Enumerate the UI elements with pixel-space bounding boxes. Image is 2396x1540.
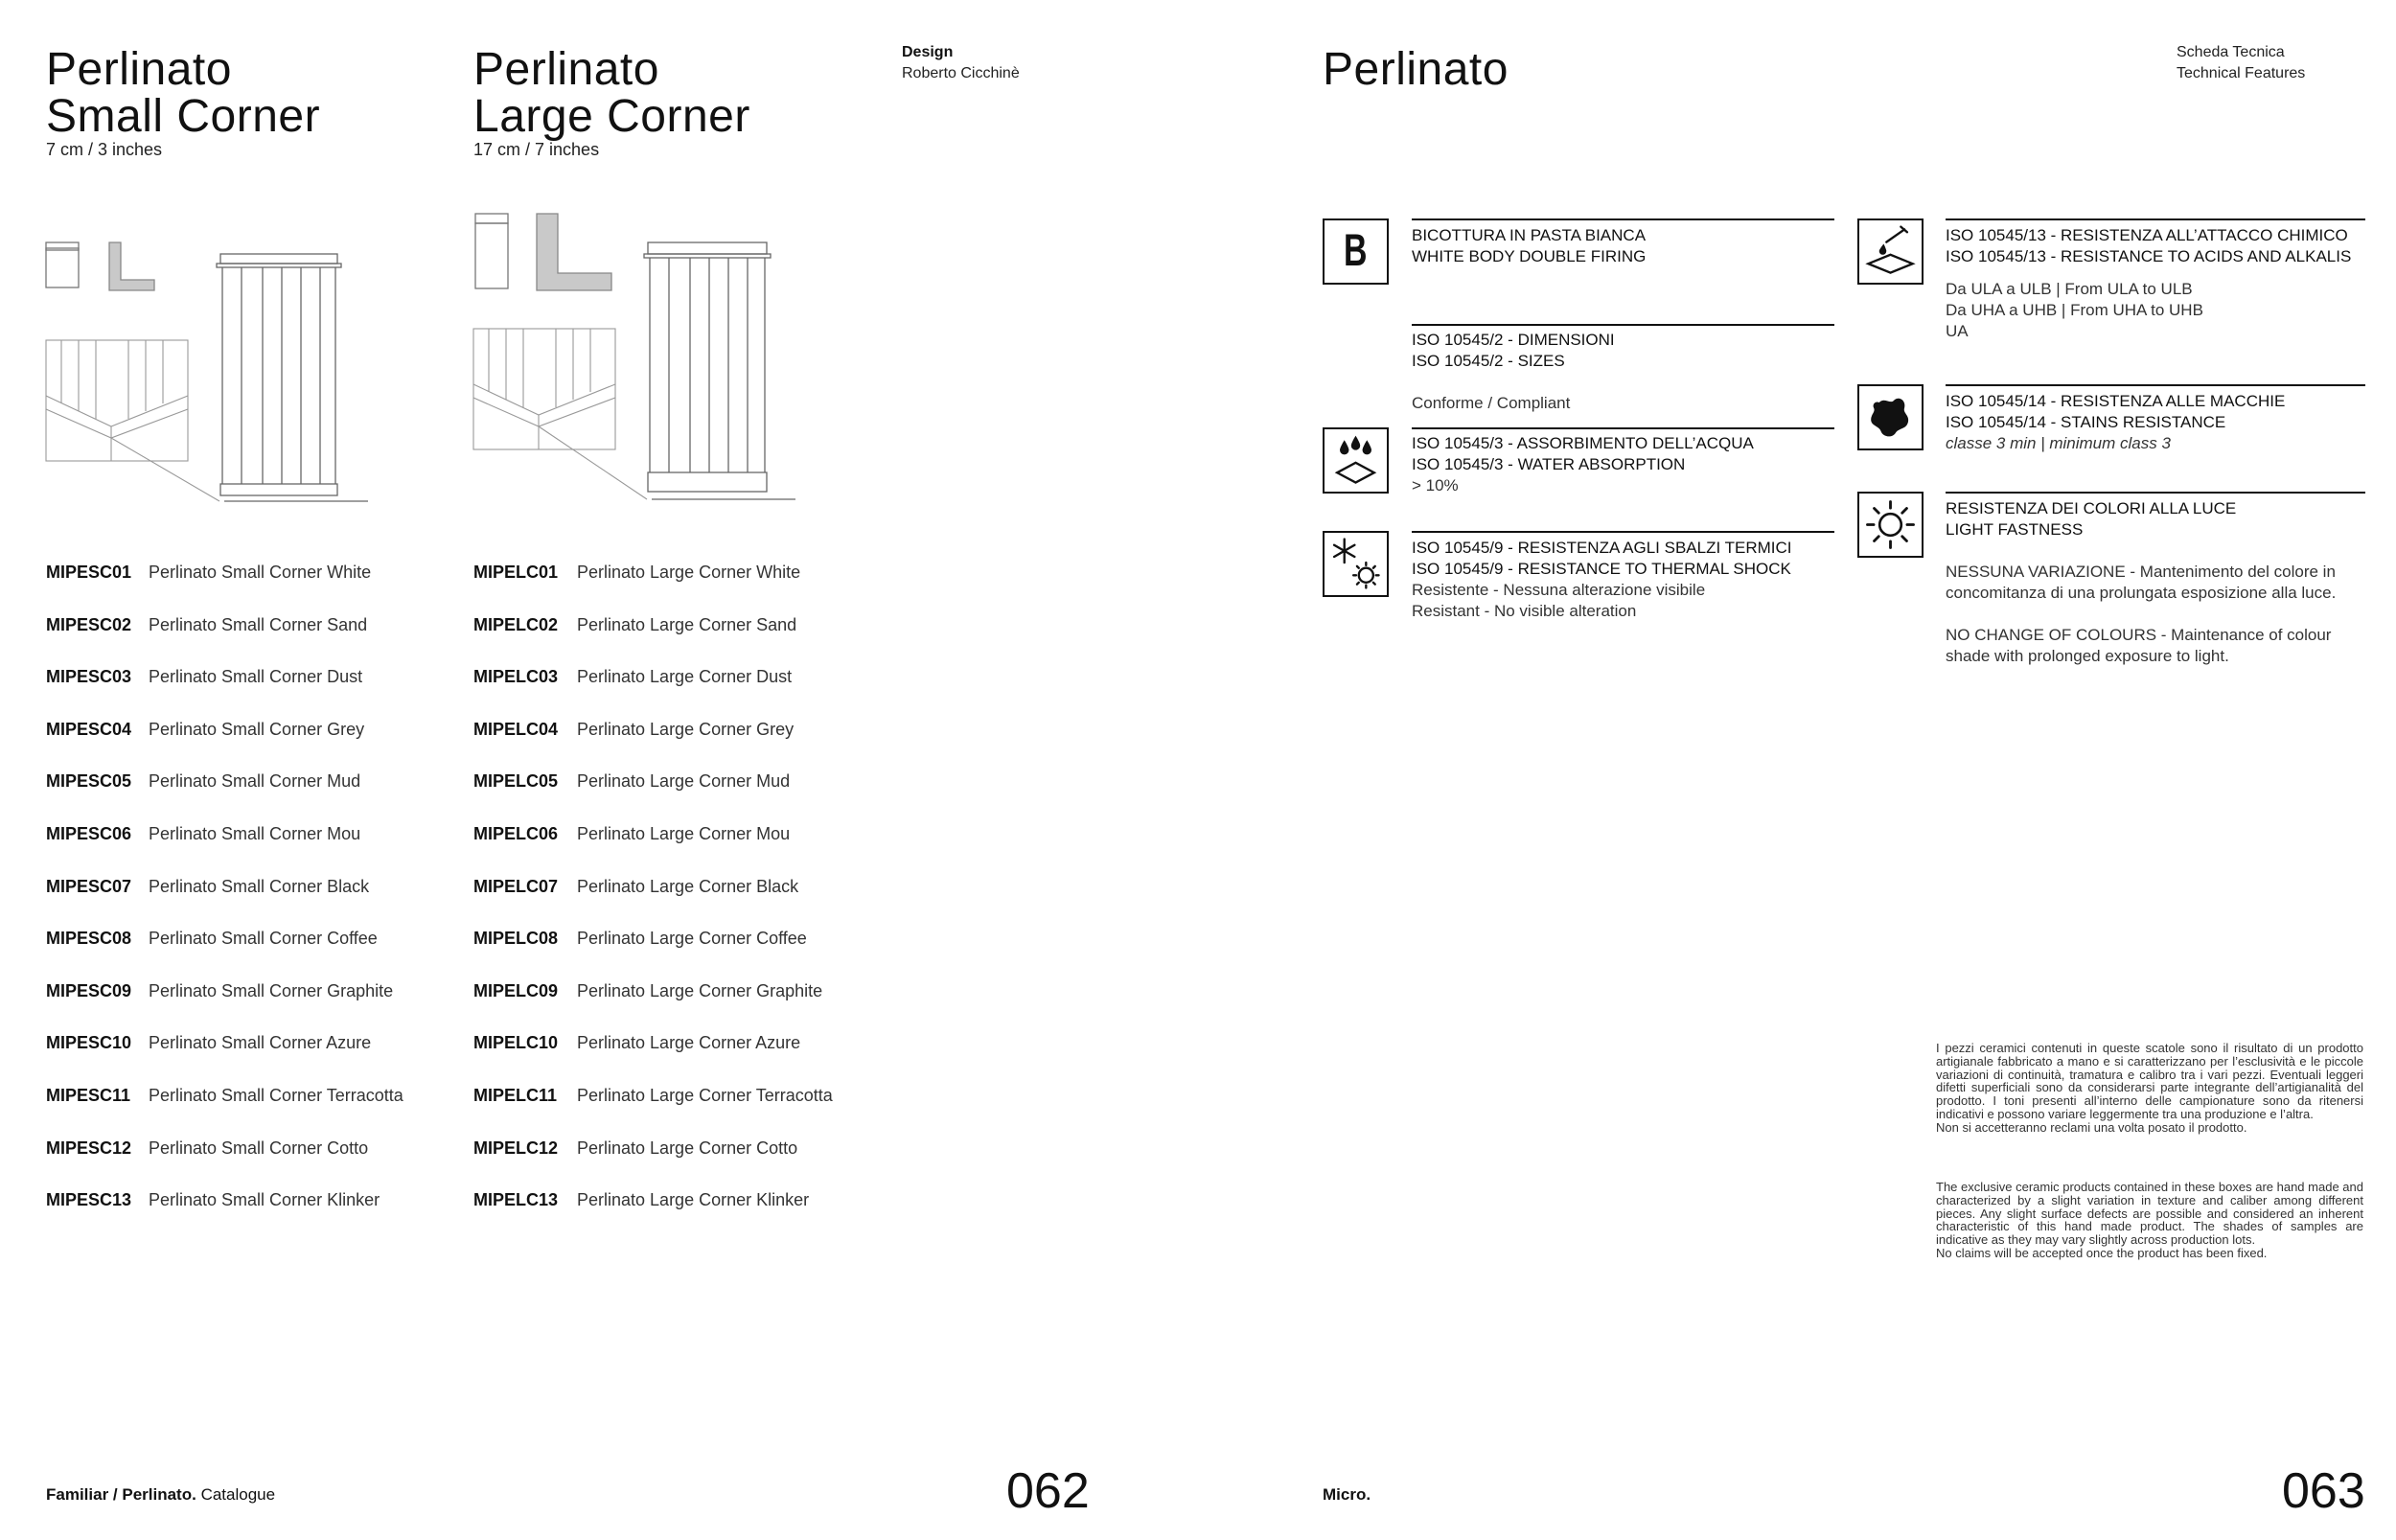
divider [1946,384,2365,386]
spec-light-text-it: NESSUNA VARIAZIONE - Mantenimento del colore in concomitanza di una prolungata esposizione alla luce. [1946,563,2337,602]
list-item [46,764,403,816]
pipette-drop-icon [1857,218,1924,285]
product-code: MIPESC08 [46,929,132,949]
list-item [473,869,833,922]
large-corner-list [473,555,833,1235]
spec-chemical-value-3: UA [1946,322,1969,340]
product-code: MIPELC05 [473,771,559,792]
product-code: MIPESC11 [46,1085,131,1105]
product-name: Perlinato Large Corner Coffee [577,929,807,949]
product-name: Perlinato Small Corner Terracotta [149,1085,403,1105]
spec-stains-it: ISO 10545/14 - RESISTENZA ALLE MACCHIE [1946,392,2286,410]
product-name: Perlinato Small Corner Dust [149,667,363,687]
footer-catalogue: Catalogue [200,1485,276,1504]
list-item [46,921,403,974]
list-item [473,974,833,1026]
product-code: MIPESC09 [46,980,132,1000]
product-name: Perlinato Small Corner Mud [149,771,361,792]
large-corner-drawing [470,206,815,508]
design-credit [902,42,1020,84]
product-name: Perlinato Small Corner Cotto [149,1138,369,1158]
product-name: Perlinato Large Corner Azure [577,1033,801,1053]
spec-light-it: RESISTENZA DEI COLORI ALLA LUCE [1946,499,2237,517]
disclaimer-en [1936,1181,2363,1260]
product-code: MIPESC05 [46,771,132,792]
list-item [46,608,403,660]
small-corner-title-line2: Small Corner [46,91,321,142]
product-code: MIPELC13 [473,1190,559,1210]
list-item [46,1025,403,1078]
product-code: MIPELC03 [473,667,559,687]
product-name: Perlinato Small Corner White [149,563,372,582]
product-name: Perlinato Large Corner Graphite [577,980,823,1000]
list-item [46,659,403,712]
product-name: Perlinato Small Corner Black [149,876,370,896]
product-name: Perlinato Small Corner Coffee [149,929,378,949]
product-name: Perlinato Small Corner Sand [149,614,368,634]
list-item [473,1183,833,1235]
large-corner-title-line1: Perlinato [473,44,659,95]
product-code: MIPESC10 [46,1033,132,1053]
small-corner-drawing [42,235,387,508]
snowflake-sun-icon [1323,531,1389,597]
divider [1946,492,2365,494]
product-name: Perlinato Large Corner Black [577,876,799,896]
divider [1412,218,1834,220]
spec-chemical [1946,225,2351,342]
disclaimer-en-body: The exclusive ceramic products contained in these boxes are hand made and characterized by a slight variation in texture and caliber among different pieces. Any slight surface defects are possible and considered an inherent characteristic of this hand made product. The shades of samples are indicative as they may vary slightly across production lots. [1936,1180,2363,1248]
list-item [46,869,403,922]
divider [1412,531,1834,533]
product-name: Perlinato Large Corner Grey [577,719,795,739]
spec-chemical-it: ISO 10545/13 - RESISTENZA ALL’ATTACCO CHIMICO [1946,226,2348,244]
spec-stains-en: ISO 10545/14 - STAINS RESISTANCE [1946,413,2226,431]
product-code: MIPELC12 [473,1138,559,1158]
product-code: MIPELC09 [473,980,559,1000]
spec-sizes-en: ISO 10545/2 - SIZES [1412,352,1565,370]
list-item [473,659,833,712]
product-code: MIPESC07 [46,876,132,896]
list-item [473,921,833,974]
product-code: MIPELC04 [473,719,559,739]
spec-firing [1412,225,1646,267]
product-code: MIPELC07 [473,876,559,896]
spec-water-absorption [1412,433,1754,496]
list-item [473,608,833,660]
product-code: MIPESC06 [46,823,132,843]
disclaimer-it [1936,1042,2363,1135]
small-corner-title-line1: Perlinato [46,44,232,95]
stain-blot-icon [1857,384,1924,450]
product-code: MIPELC11 [473,1085,558,1105]
product-name: Perlinato Large Corner Cotto [577,1138,798,1158]
spec-firing-en: WHITE BODY DOUBLE FIRING [1412,247,1647,265]
list-item [473,816,833,869]
right-page-title: Perlinato [1323,44,1509,95]
spec-thermal-it: ISO 10545/9 - RESISTENZA AGLI SBALZI TERMICI [1412,539,1792,557]
large-corner-header [473,46,750,160]
list-item [473,1078,833,1131]
product-code: MIPESC01 [46,563,132,582]
list-item [46,974,403,1026]
product-code: MIPESC02 [46,614,132,634]
product-name: Perlinato Small Corner Azure [149,1033,372,1053]
list-item [46,816,403,869]
spec-sizes [1412,330,1615,414]
product-code: MIPELC10 [473,1033,559,1053]
list-item [473,712,833,765]
spec-chemical-value-1: Da ULA a ULB | From ULA to ULB [1946,280,2193,298]
spec-chemical-value-2: Da UHA a UHB | From UHA to UHB [1946,301,2203,319]
spec-water-it: ISO 10545/3 - ASSORBIMENTO DELL’ACQUA [1412,434,1754,452]
svg-text:B: B [1343,224,1368,276]
product-code: MIPELC02 [473,614,559,634]
letter-b-icon [1323,218,1389,285]
disclaimer-en-last: No claims will be accepted once the product has been fixed. [1936,1245,2268,1260]
spec-stains [1946,391,2285,454]
list-item [473,1131,833,1184]
product-code: MIPESC03 [46,667,132,687]
small-corner-size: 7 cm / 3 inches [46,140,163,159]
page-number-left: 062 [1006,1463,1090,1519]
product-name: Perlinato Small Corner Klinker [149,1190,380,1210]
spec-thermal-value-en: Resistant - No visible alteration [1412,602,1637,620]
sun-icon [1857,492,1924,558]
large-corner-size: 17 cm / 7 inches [473,140,600,159]
datasheet-label-it: Scheda Tecnica [2177,44,2285,60]
product-name: Perlinato Large Corner Terracotta [577,1085,833,1105]
spec-stains-value: classe 3 min | minimum class 3 [1946,434,2171,452]
product-name: Perlinato Large Corner Dust [577,667,793,687]
footer-section: Familiar / Perlinato. [46,1485,196,1504]
product-code: MIPESC13 [46,1190,132,1210]
spec-chemical-en: ISO 10545/13 - RESISTANCE TO ACIDS AND ALKALIS [1946,247,2352,265]
list-item [46,1183,403,1235]
divider [1946,218,2365,220]
water-drops-icon [1323,427,1389,494]
spec-water-value: > 10% [1412,476,1459,494]
product-name: Perlinato Large Corner Mud [577,771,791,792]
list-item [473,764,833,816]
designer-name: Roberto Cicchinè [902,65,1020,81]
product-name: Perlinato Large Corner White [577,563,801,582]
small-corner-list [46,555,403,1235]
product-code: MIPESC12 [46,1138,132,1158]
product-name: Perlinato Large Corner Sand [577,614,797,634]
spec-firing-it: BICOTTURA IN PASTA BIANCA [1412,226,1647,244]
disclaimer-it-body: I pezzi ceramici contenuti in queste scatole sono il risultato di un prodotto artigianale fabbricato a mano e si caratterizzano per l’esclusività e le piccole variazioni di continuità, tramatura e calibro tra i vari pezzi. Eventuali leggeri difetti superficiali sono da considerarsi parte integrante dell’artigianalità del prodotto. I toni presenti all’interno delle campionature sono da ritenersi indicativi e possono variare leggermente tra una produzione e l’altra. [1936,1041,2363,1121]
spec-water-en: ISO 10545/3 - WATER ABSORPTION [1412,455,1686,473]
design-label: Design [902,44,954,60]
spec-sizes-it: ISO 10545/2 - DIMENSIONI [1412,331,1615,349]
large-corner-title-line2: Large Corner [473,91,750,142]
product-name: Perlinato Small Corner Grey [149,719,365,739]
left-footer [46,1485,275,1505]
spec-light-fastness [1946,498,2367,667]
disclaimer-it-last: Non si accetteranno reclami una volta posato il prodotto. [1936,1119,2247,1135]
list-item [473,1025,833,1078]
product-code: MIPESC04 [46,719,132,739]
datasheet-label-en: Technical Features [2177,65,2306,81]
spec-light-text-en: NO CHANGE OF COLOURS - Maintenance of colour shade with prolonged exposure to light. [1946,626,2332,665]
product-code: MIPELC01 [473,563,559,582]
small-corner-header [46,46,320,160]
list-item [46,555,403,608]
footer-brand: Micro. [1323,1485,1371,1504]
spec-thermal-en: ISO 10545/9 - RESISTANCE TO THERMAL SHOCK [1412,560,1791,578]
list-item [473,555,833,608]
datasheet-header [2177,42,2305,84]
list-item [46,1131,403,1184]
product-code: MIPELC06 [473,823,559,843]
spec-light-en: LIGHT FASTNESS [1946,520,2084,539]
list-item [46,712,403,765]
page-number-right: 063 [2282,1463,2365,1519]
spec-thermal-shock [1412,538,1792,622]
spec-thermal-value-it: Resistente - Nessuna alterazione visibile [1412,581,1706,599]
product-name: Perlinato Large Corner Mou [577,823,791,843]
product-name: Perlinato Small Corner Graphite [149,980,394,1000]
divider [1412,324,1834,326]
product-code: MIPELC08 [473,929,559,949]
divider [1412,427,1834,429]
product-name: Perlinato Large Corner Klinker [577,1190,810,1210]
product-name: Perlinato Small Corner Mou [149,823,361,843]
list-item [46,1078,403,1131]
spec-sizes-value: Conforme / Compliant [1412,394,1571,412]
